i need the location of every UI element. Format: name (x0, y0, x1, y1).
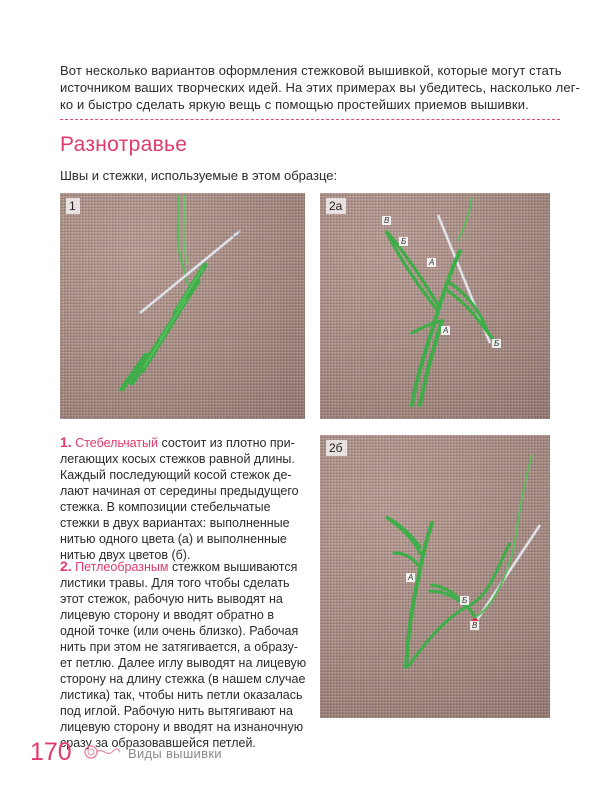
intro-line: источником ваших творческих идей. На этих примерах вы убедитесь, насколько лег- (60, 80, 580, 95)
intro-text (60, 62, 580, 113)
photo-loop-stitch-b (320, 435, 550, 718)
paragraph-stem-stitch (60, 434, 305, 563)
step-marker: А (443, 326, 449, 335)
step-marker: В (384, 216, 390, 225)
paragraph-line: Каждый последующий косой стежок де- (60, 468, 292, 482)
paragraph-line: легающих косых стежков равной длины. (60, 452, 295, 466)
paragraph-line: этот стежок, рабочую нить выводят на (60, 592, 283, 606)
paragraph-line: лицевую сторону и вводят обратно в (60, 608, 274, 622)
paragraph-line: ет петлю. Далее иглу выводят на лицевую (60, 656, 307, 670)
paragraph-number: 1. (60, 434, 72, 450)
paragraph-line: нитью двух цветов (б). (60, 548, 191, 562)
section-subtitle: Швы и стежки, используемые в этом образце: (60, 168, 338, 183)
paragraph-line: стежка. В композиции стебельчатые (60, 500, 271, 514)
step-marker: Б (494, 339, 500, 348)
intro-line: Вот несколько вариантов оформления стежковой вышивкой, которые могут стать (60, 63, 562, 78)
photo-label: 1 (66, 198, 80, 214)
intro-line: ко и быстро сделать яркую вещь с помощью простейших приемов вышивки. (60, 97, 529, 112)
loop-stitch-a-illustration (320, 193, 550, 419)
paragraph-line: одной точке (или очень близко). Рабочая (60, 624, 299, 638)
section-divider (60, 119, 560, 120)
step-marker: В (472, 621, 478, 630)
photo-label: 2б (326, 440, 347, 456)
paragraph-number: 2. (60, 558, 72, 574)
photo-stem-stitch (60, 193, 305, 419)
stitch-term: Стебельчатый (75, 436, 159, 450)
loop-stitch-b-illustration (320, 435, 550, 718)
paragraph-line: под иглой. Рабочую нить вытягивают на (60, 704, 293, 718)
step-marker: Б (401, 237, 407, 246)
paragraph-first-line: состоит из плотно при- (158, 436, 295, 450)
step-marker: Б (462, 596, 468, 605)
photo-label: 2а (326, 198, 346, 214)
step-marker: А (408, 573, 414, 582)
section-title: Разнотравье (60, 133, 188, 156)
paragraph-first-line: стежком вышиваются (168, 560, 298, 574)
stem-stitch-illustration (60, 193, 305, 419)
paragraph-line: нить при этом не затягивается, а образу- (60, 640, 299, 654)
paragraph-line: лают начиная от середины предыдущего (60, 484, 299, 498)
paragraph-line: листика) так, чтобы нить петли оказалась (60, 688, 303, 702)
paragraph-line: сразу за образовавшейся петлей. (60, 736, 256, 750)
paragraph-line: листики травы. Для того чтобы сделать (60, 576, 290, 590)
paragraph-line: сторону на длину стежка (в нашем случае (60, 672, 306, 686)
paragraph-line: лицевую сторону и вводят на изнаночную (60, 720, 304, 734)
paragraph-line: стежки в двух вариантах: выполненные (60, 516, 290, 530)
paragraph-loop-stitch (60, 558, 305, 751)
stitch-term: Петлеобразным (75, 560, 169, 574)
section-name: Виды вышивки (128, 746, 222, 761)
photo-loop-stitch-a (320, 193, 550, 419)
page-number: 170 (30, 738, 72, 766)
paragraph-line: нитью одного цвета (а) и выполненные (60, 532, 287, 546)
step-marker: А (429, 258, 435, 267)
thread-spool-icon (82, 743, 122, 766)
